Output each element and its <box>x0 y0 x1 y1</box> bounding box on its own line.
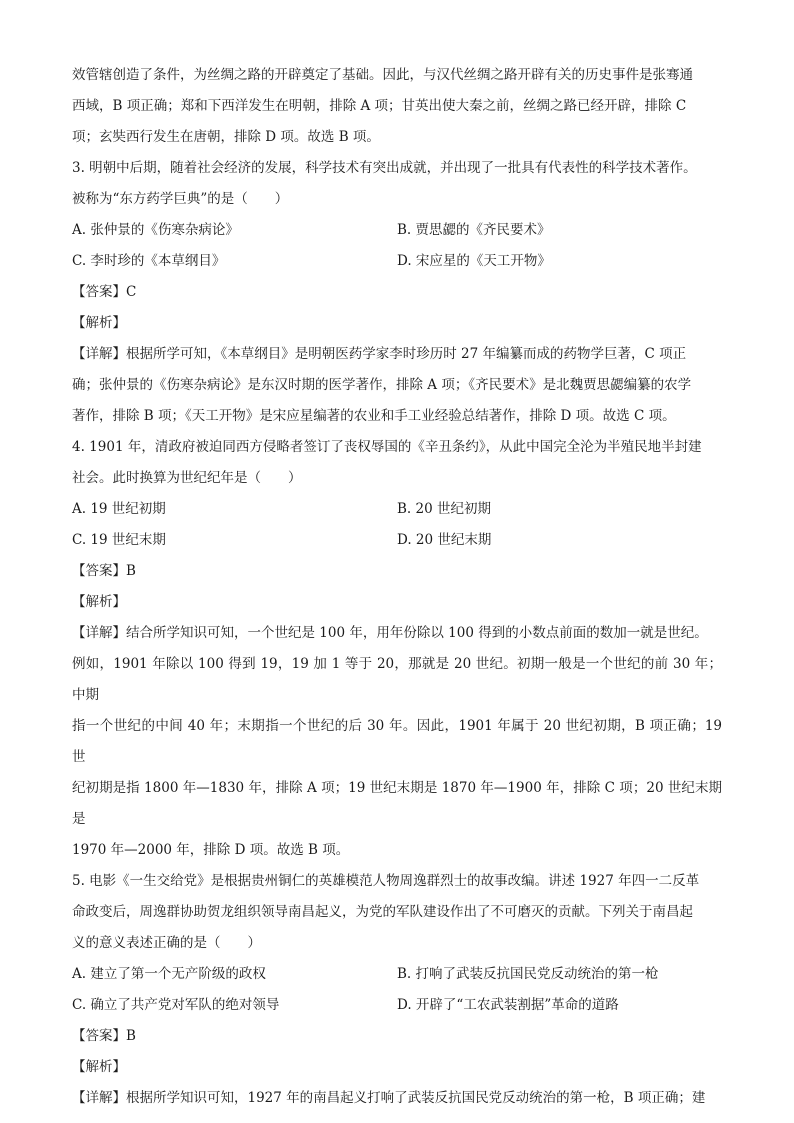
question-3 <box>72 153 722 432</box>
question-stem: 3. 明朝中后期，随着社会经济的发展，科学技术有突出成就，并出现了一批具有代表性的科学技术著作。 <box>72 160 697 176</box>
option-c: C. 19 世纪末期 <box>72 532 166 548</box>
question-4 <box>72 432 727 866</box>
question-stem: 社会。此时换算为世纪纪年是（ ） <box>72 470 302 486</box>
option-b: B. 打响了武装反抗国民党反动统治的第一枪 <box>397 966 659 982</box>
option-b: B. 20 世纪初期 <box>397 501 491 517</box>
option-d: D. 宋应星的《天工开物》 <box>397 253 551 269</box>
text-line: 效管辖创造了条件，为丝绸之路的开辟奠定了基础。因此，与汉代丝绸之路开辟有关的历史事件是张骞通 <box>72 67 693 83</box>
document-page <box>72 60 727 1114</box>
option-a: A. 19 世纪初期 <box>72 501 166 517</box>
detail-line: 确；张仲景的《伤寒杂病论》是东汉时期的医学著作，排除 A 项；《齐民要术》是北魏贾思勰编纂的农学 <box>72 377 692 393</box>
options-row <box>72 959 722 990</box>
detail-line: 著作，排除 B 项；《天工开物》是宋应星编著的农业和手工业经验总结著作，排除 D 项。故选 C 项。 <box>72 408 676 424</box>
question-stem: 被称为“东方药学巨典”的是（ ） <box>72 191 289 207</box>
option-b: B. 贾思勰的《齐民要术》 <box>397 222 551 238</box>
option-a: A. 张仲景的《伤寒杂病论》 <box>72 222 239 238</box>
option-a: A. 建立了第一个无产阶级的政权 <box>72 966 266 982</box>
option-c: C. 确立了共产党对军队的绝对领导 <box>72 997 280 1013</box>
detail-line: 【详解】结合所学知识可知，一个世纪是 100 年，用年份除以 100 得到的小数点前面的数加一就是世纪。 <box>72 625 708 641</box>
question-5 <box>72 866 722 1114</box>
detail-line: 1970 年—2000 年，排除 D 项。故选 B 项。 <box>72 842 350 858</box>
analysis-label: 【解析】 <box>72 1059 126 1075</box>
answer-label: 【答案】B <box>72 1028 136 1044</box>
option-d: D. 20 世纪末期 <box>397 532 492 548</box>
options-row <box>72 494 722 525</box>
text-line: 项；玄奘西行发生在唐朝，排除 D 项。故选 B 项。 <box>72 129 380 145</box>
detail-line: 例如，1901 年除以 100 得到 19，19 加 1 等于 20，那就是 20 世纪。初期一般是一个世纪的前 30 年；中期 <box>72 656 722 703</box>
option-d: D. 开辟了“工农武装割据”革命的道路 <box>397 997 619 1013</box>
detail-line: 【详解】根据所学知识可知，1927 年的南昌起义打响了武装反抗国民党反动统治的第一枪，B 项正确；建 <box>72 1090 706 1106</box>
detail-line: 纪初期是指 1800 年—1830 年，排除 A 项；19 世纪末期是 1870 年—1900 年，排除 C 项；20 世纪末期是 <box>72 780 722 827</box>
answer-label: 【答案】B <box>72 563 136 579</box>
option-c: C. 李时珍的《本草纲目》 <box>72 253 226 269</box>
intro-paragraph <box>72 60 722 153</box>
analysis-label: 【解析】 <box>72 315 126 331</box>
options-row <box>72 215 722 246</box>
answer-label: 【答案】C <box>72 284 137 300</box>
text-line: 西域，B 项正确；郑和下西洋发生在明朝，排除 A 项；甘英出使大秦之前，丝绸之路已经开辟，排除 C <box>72 98 687 114</box>
options-row <box>72 246 722 277</box>
question-stem: 4. 1901 年，清政府被迫同西方侵略者签订了丧权辱国的《辛丑条约》，从此中国完全沦为半殖民地半封建 <box>72 439 702 455</box>
question-stem: 命政变后，周逸群协助贺龙组织领导南昌起义，为党的军队建设作出了不可磨灭的贡献。下列关于南昌起 <box>72 904 693 920</box>
options-row <box>72 525 722 556</box>
detail-line: 【详解】根据所学可知，《本草纲目》是明朝医药学家李时珍历时 27 年编纂而成的药物学巨著，C 项正 <box>72 346 687 362</box>
options-row <box>72 990 722 1021</box>
detail-line: 指一个世纪的中间 40 年；末期指一个世纪的后 30 年。因此，1901 年属于 20 世纪初期，B 项正确；19 世 <box>72 718 727 765</box>
question-stem: 义的意义表述正确的是（ ） <box>72 935 261 951</box>
analysis-label: 【解析】 <box>72 594 126 610</box>
question-stem: 5. 电影《一生交给党》是根据贵州铜仁的英雄模范人物周逸群烈士的故事改编。讲述 1927 年四一二反革 <box>72 873 700 889</box>
